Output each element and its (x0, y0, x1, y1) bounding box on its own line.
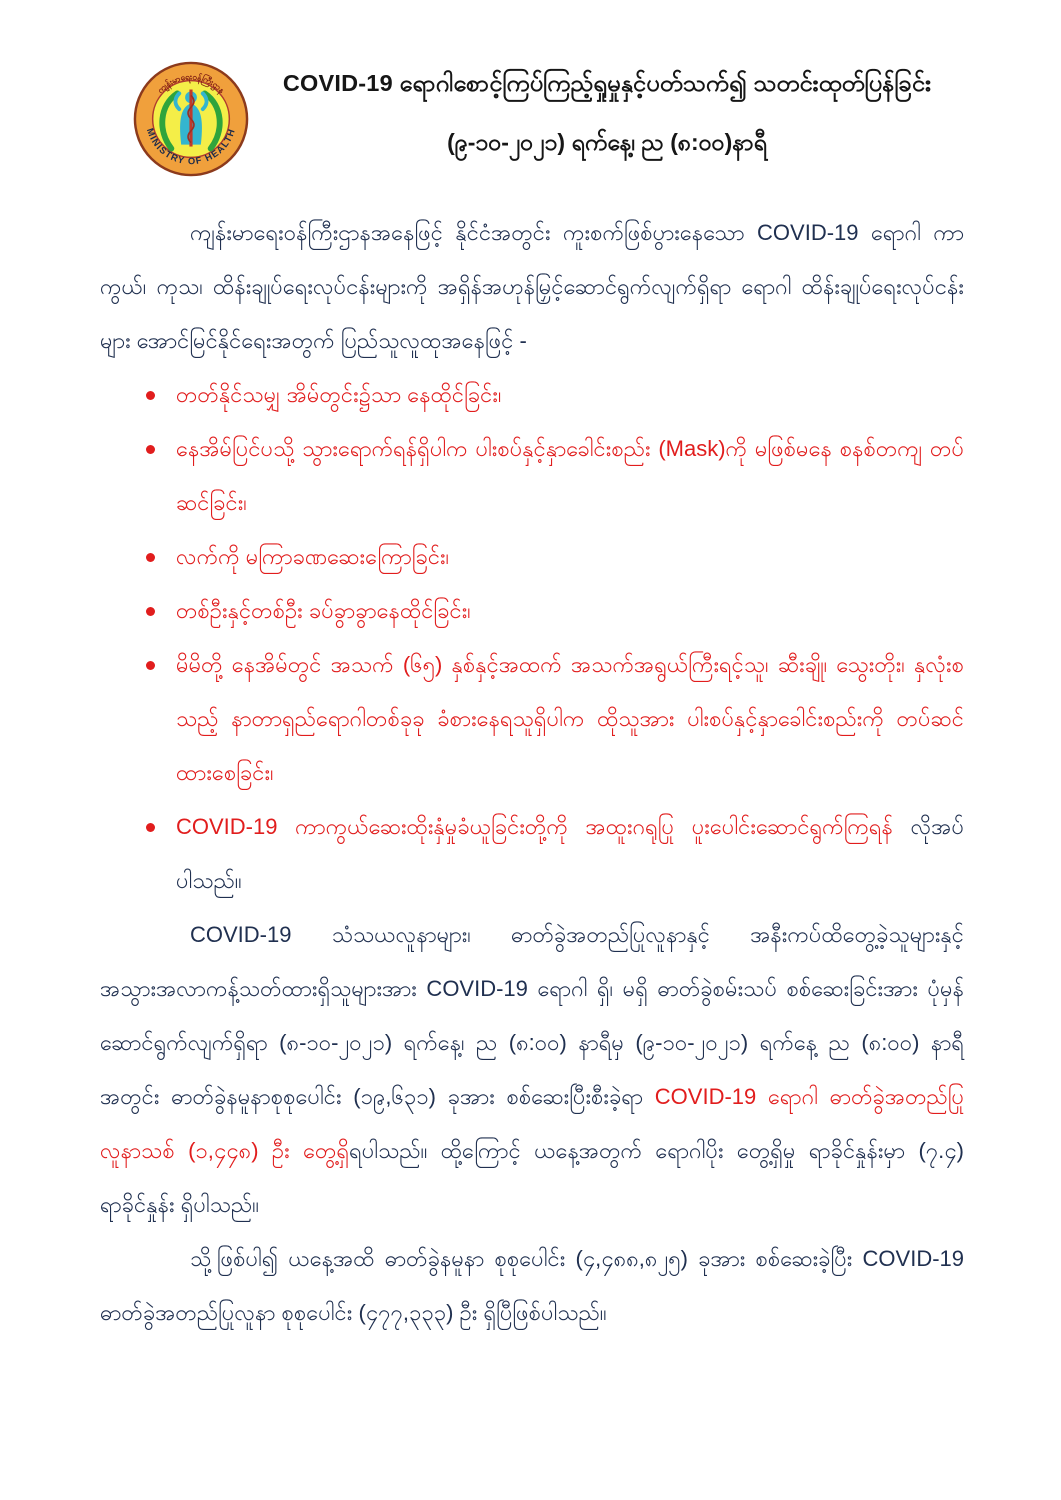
logo-bottom-text: MINISTRY OF HEALTH (144, 126, 238, 167)
ministry-of-health-logo-icon (132, 60, 250, 178)
intro-paragraph: ကျန်းမာရေးဝန်ကြီးဌာနအနေဖြင့် နိုင်ငံအတွင်း ကူးစက်ဖြစ်ပွားနေသော COVID-19 ရောဂါ ကာကွယ်၊ ကုသ၊ ထိန်းချုပ်ရေးလုပ်ငန်းများကို အရှိန်အဟုန်မြှင့်ဆောင်ရွက်လျက်ရှိရာ ရောဂါ ထိန်းချုပ်ရေးလုပ်ငန်းများ အောင်မြင်နိုင်ရေးအတွက် ပြည်သူလူထုအနေဖြင့် - (100, 220, 964, 353)
list-item-text: လက်ကို မကြာခဏဆေးကြောခြင်း၊ (176, 544, 450, 569)
bullet-icon (146, 661, 155, 670)
list-item (100, 422, 964, 530)
list-item (100, 368, 964, 422)
bullet-icon (146, 823, 155, 832)
list-item-text: နေအိမ်ပြင်ပသို့ သွားရောက်ရန်ရှိပါက ပါးစပ်နှင့်နှာခေါင်းစည်း (Mask)ကို မဖြစ်မနေ စနစ်တကျ တပ်ဆင်ခြင်း၊ (176, 436, 964, 515)
list-item-text: တတ်နိုင်သမျှ အိမ်တွင်း၌သာ နေထိုင်ခြင်း၊ (176, 382, 502, 407)
stats-segment-2-new-cases: COVID-19 ရောဂါ ဓာတ်ခွဲအတည်ပြုလူနာသစ် (၁,၄၄၈) ဦး တွေ့ရှိ (100, 1084, 965, 1163)
list-item (100, 530, 964, 584)
bullet-icon (146, 607, 155, 616)
precaution-list (100, 368, 964, 908)
testing-stats-paragraph (100, 908, 964, 1232)
list-item-text-red: COVID-19 ကာကွယ်ဆေးထိုးနှံမှုခံယူခြင်းတို့ကို အထူးဂရုပြု ပူးပေါင်းဆောင်ရွက်ကြရန် (176, 814, 893, 839)
page-subtitle-date: (၉-၁၀-၂၀၂၁) ရက်နေ့၊ ည (၈:၀၀)နာရီ (447, 128, 767, 155)
list-item-text: မိမိတို့ နေအိမ်တွင် အသက် (၆၅) နှစ်နှင့်အထက် အသက်အရွယ်ကြီးရင့်သူ၊ ဆီးချို၊ သွေးတိုး၊ နှလုံးစသည့် နာတာရှည်ရောဂါတစ်ခုခု ခံစားနေရသူရှိပါက ထိုသူအား ပါးစပ်နှင့်နှာခေါင်းစည်းကို တပ်ဆင်ထားစေခြင်း၊ (176, 652, 964, 785)
list-item (100, 800, 964, 908)
stats-segment-3: ရပါသည်။ ထို့ကြောင့် ယနေ့အတွက် ရောဂါပိုး တွေ့ရှိမှု ရာခိုင်နှုန်းမှာ (၇.၄) ရာခိုင်နှုန်း ရှိပါသည်။ (100, 1138, 964, 1217)
title-block (250, 60, 964, 158)
list-item-text-dark: လိုအပ် ပါသည်။ (176, 814, 964, 893)
cumulative-totals-paragraph: သို့ဖြစ်ပါ၍ ယနေ့အထိ ဓာတ်ခွဲနမူနာ စုစုပေါင်း (၄,၄၈၈,၈၂၅) ခုအား စစ်ဆေးခဲ့ပြီး COVID-19 ဓာတ်ခွဲအတည်ပြုလူနာ စုစုပေါင်း (၄၇၇,၃၃၃) ဦး ရှိပြီဖြစ်ပါသည်။ (100, 1246, 964, 1325)
list-item-text: တစ်ဦးနှင့်တစ်ဦး ခပ်ခွာခွာနေထိုင်ခြင်း၊ (176, 598, 471, 623)
list-item (100, 638, 964, 800)
list-item (100, 584, 964, 638)
document-header (100, 60, 964, 178)
document-body (100, 206, 964, 1340)
bullet-icon (146, 391, 155, 400)
bullet-icon (146, 445, 155, 454)
page-title: COVID-19 ရောဂါစောင့်ကြပ်ကြည့်ရှုမှုနှင့်ပတ်သက်၍ သတင်းထုတ်ပြန်ခြင်း (282, 70, 932, 96)
ministry-of-health-logo (132, 60, 250, 178)
logo-top-text: ကျန်းမာရေးဝန်ကြီးဌာန (155, 71, 228, 96)
stats-segment-1: COVID-19 သံသယလူနာများ၊ ဓာတ်ခွဲအတည်ပြုလူနာနှင့် အနီးကပ်ထိတွေ့ခဲ့သူများနှင့် အသွားအလာကန့်သတ်ထားရှိသူများအား COVID-19 ရောဂါ ရှိ၊ မရှိ ဓာတ်ခွဲစမ်းသပ် စစ်ဆေးခြင်းအား ပုံမှန်ဆောင်ရွက်လျက်ရှိရာ (၈-၁၀-၂၀၂၁) ရက်နေ့၊ ည (၈:၀၀) နာရီမှ (၉-၁၀-၂၀၂၁) ရက်နေ့ ည (၈:၀၀) နာရီအတွင်း ဓာတ်ခွဲနမူနာစုစုပေါင်း (၁၉,၆၃၁) ခုအား စစ်ဆေးပြီးစီးခဲ့ရာ (100, 922, 964, 1109)
bullet-icon (146, 553, 155, 562)
list-item-text (176, 800, 964, 908)
